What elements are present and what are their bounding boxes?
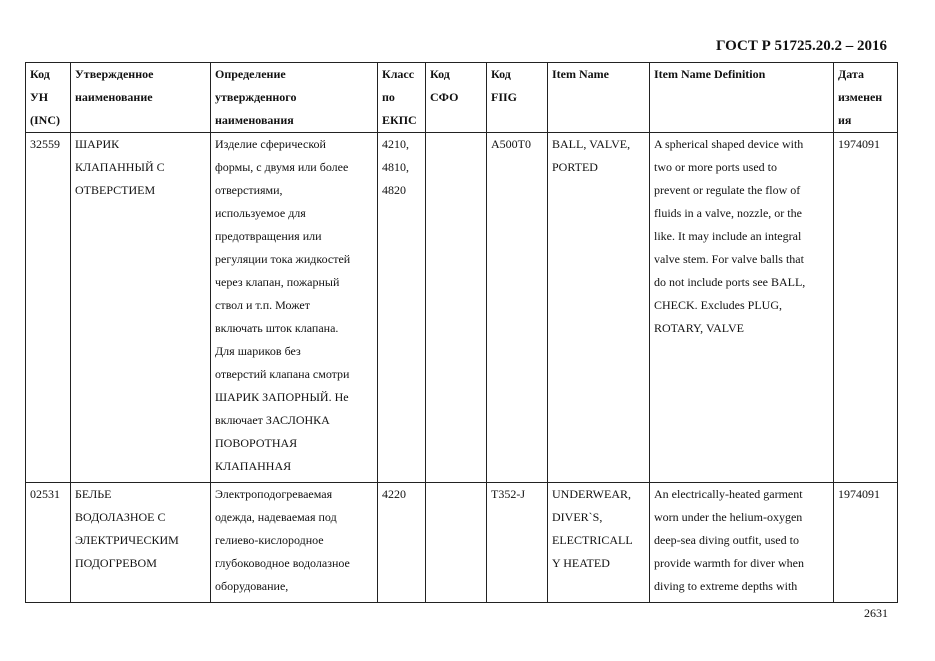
- col-header-item-name: Item Name: [548, 63, 650, 133]
- cell-item-name: UNDERWEAR, DIVER`S, ELECTRICALL Y HEATED: [548, 483, 650, 603]
- cell-sfo: [426, 483, 487, 603]
- cell-definition: Изделие сферической формы, с двумя или более отверстиями, используемое для предотвращения или регуляции тока жидкостей через клапан, пожарный ствол и т.п. Может включать шток клапана. Для шариков без отверстий клапана смотри ШАРИК ЗАПОРНЫЙ. Не включает ЗАСЛОНКА ПОВОРОТНАЯ КЛАПАННАЯ: [211, 133, 378, 483]
- cell-date: 1974091: [834, 133, 898, 483]
- col-header-item-definition: Item Name Definition: [650, 63, 834, 133]
- cell-class: 4210, 4810, 4820: [378, 133, 426, 483]
- table-row: [26, 133, 898, 483]
- cell-item-definition: A spherical shaped device with two or more ports used to prevent or regulate the flow of fluids in a valve, nozzle, or the like. It may include an integral valve stem. For valve balls that do not include ports see BALL, CHECK. Excludes PLUG, ROTARY, VALVE: [650, 133, 834, 483]
- cell-sfo: [426, 133, 487, 483]
- specification-table: [25, 62, 898, 603]
- cell-date: 1974091: [834, 483, 898, 603]
- cell-item-name: BALL, VALVE, PORTED: [548, 133, 650, 483]
- cell-class: 4220: [378, 483, 426, 603]
- col-header-code: Код УН (INC): [26, 63, 71, 133]
- cell-approved-name: БЕЛЬЕ ВОДОЛАЗНОЕ С ЭЛЕКТРИЧЕСКИМ ПОДОГРЕВОМ: [71, 483, 211, 603]
- table-header-row: [26, 63, 898, 133]
- cell-code: 02531: [26, 483, 71, 603]
- col-header-class: Класс по ЕКПС: [378, 63, 426, 133]
- col-header-sfo: Код СФО: [426, 63, 487, 133]
- cell-fiig: T352-J: [487, 483, 548, 603]
- page-number: 2631: [864, 606, 888, 620]
- col-header-definition: Определение утвержденного наименования: [211, 63, 378, 133]
- cell-fiig: A500T0: [487, 133, 548, 483]
- document-standard-header: ГОСТ Р 51725.20.2 – 2016: [715, 38, 887, 54]
- col-header-fiig: Код FIIG: [487, 63, 548, 133]
- cell-approved-name: ШАРИК КЛАПАННЫЙ С ОТВЕРСТИЕМ: [71, 133, 211, 483]
- cell-item-definition: An electrically-heated garment worn under the helium-oxygen deep-sea diving outfit, used to provide warmth for diver when diving to extreme depths with: [650, 483, 834, 603]
- cell-code: 32559: [26, 133, 71, 483]
- col-header-approved-name: Утвержденное наименование: [71, 63, 211, 133]
- col-header-date: Дата изменен ия: [834, 63, 898, 133]
- cell-definition: Электроподогреваемая одежда, надеваемая под гелиево-кислородное глубоководное водолазное оборудование,: [211, 483, 378, 603]
- table-row: [26, 483, 898, 603]
